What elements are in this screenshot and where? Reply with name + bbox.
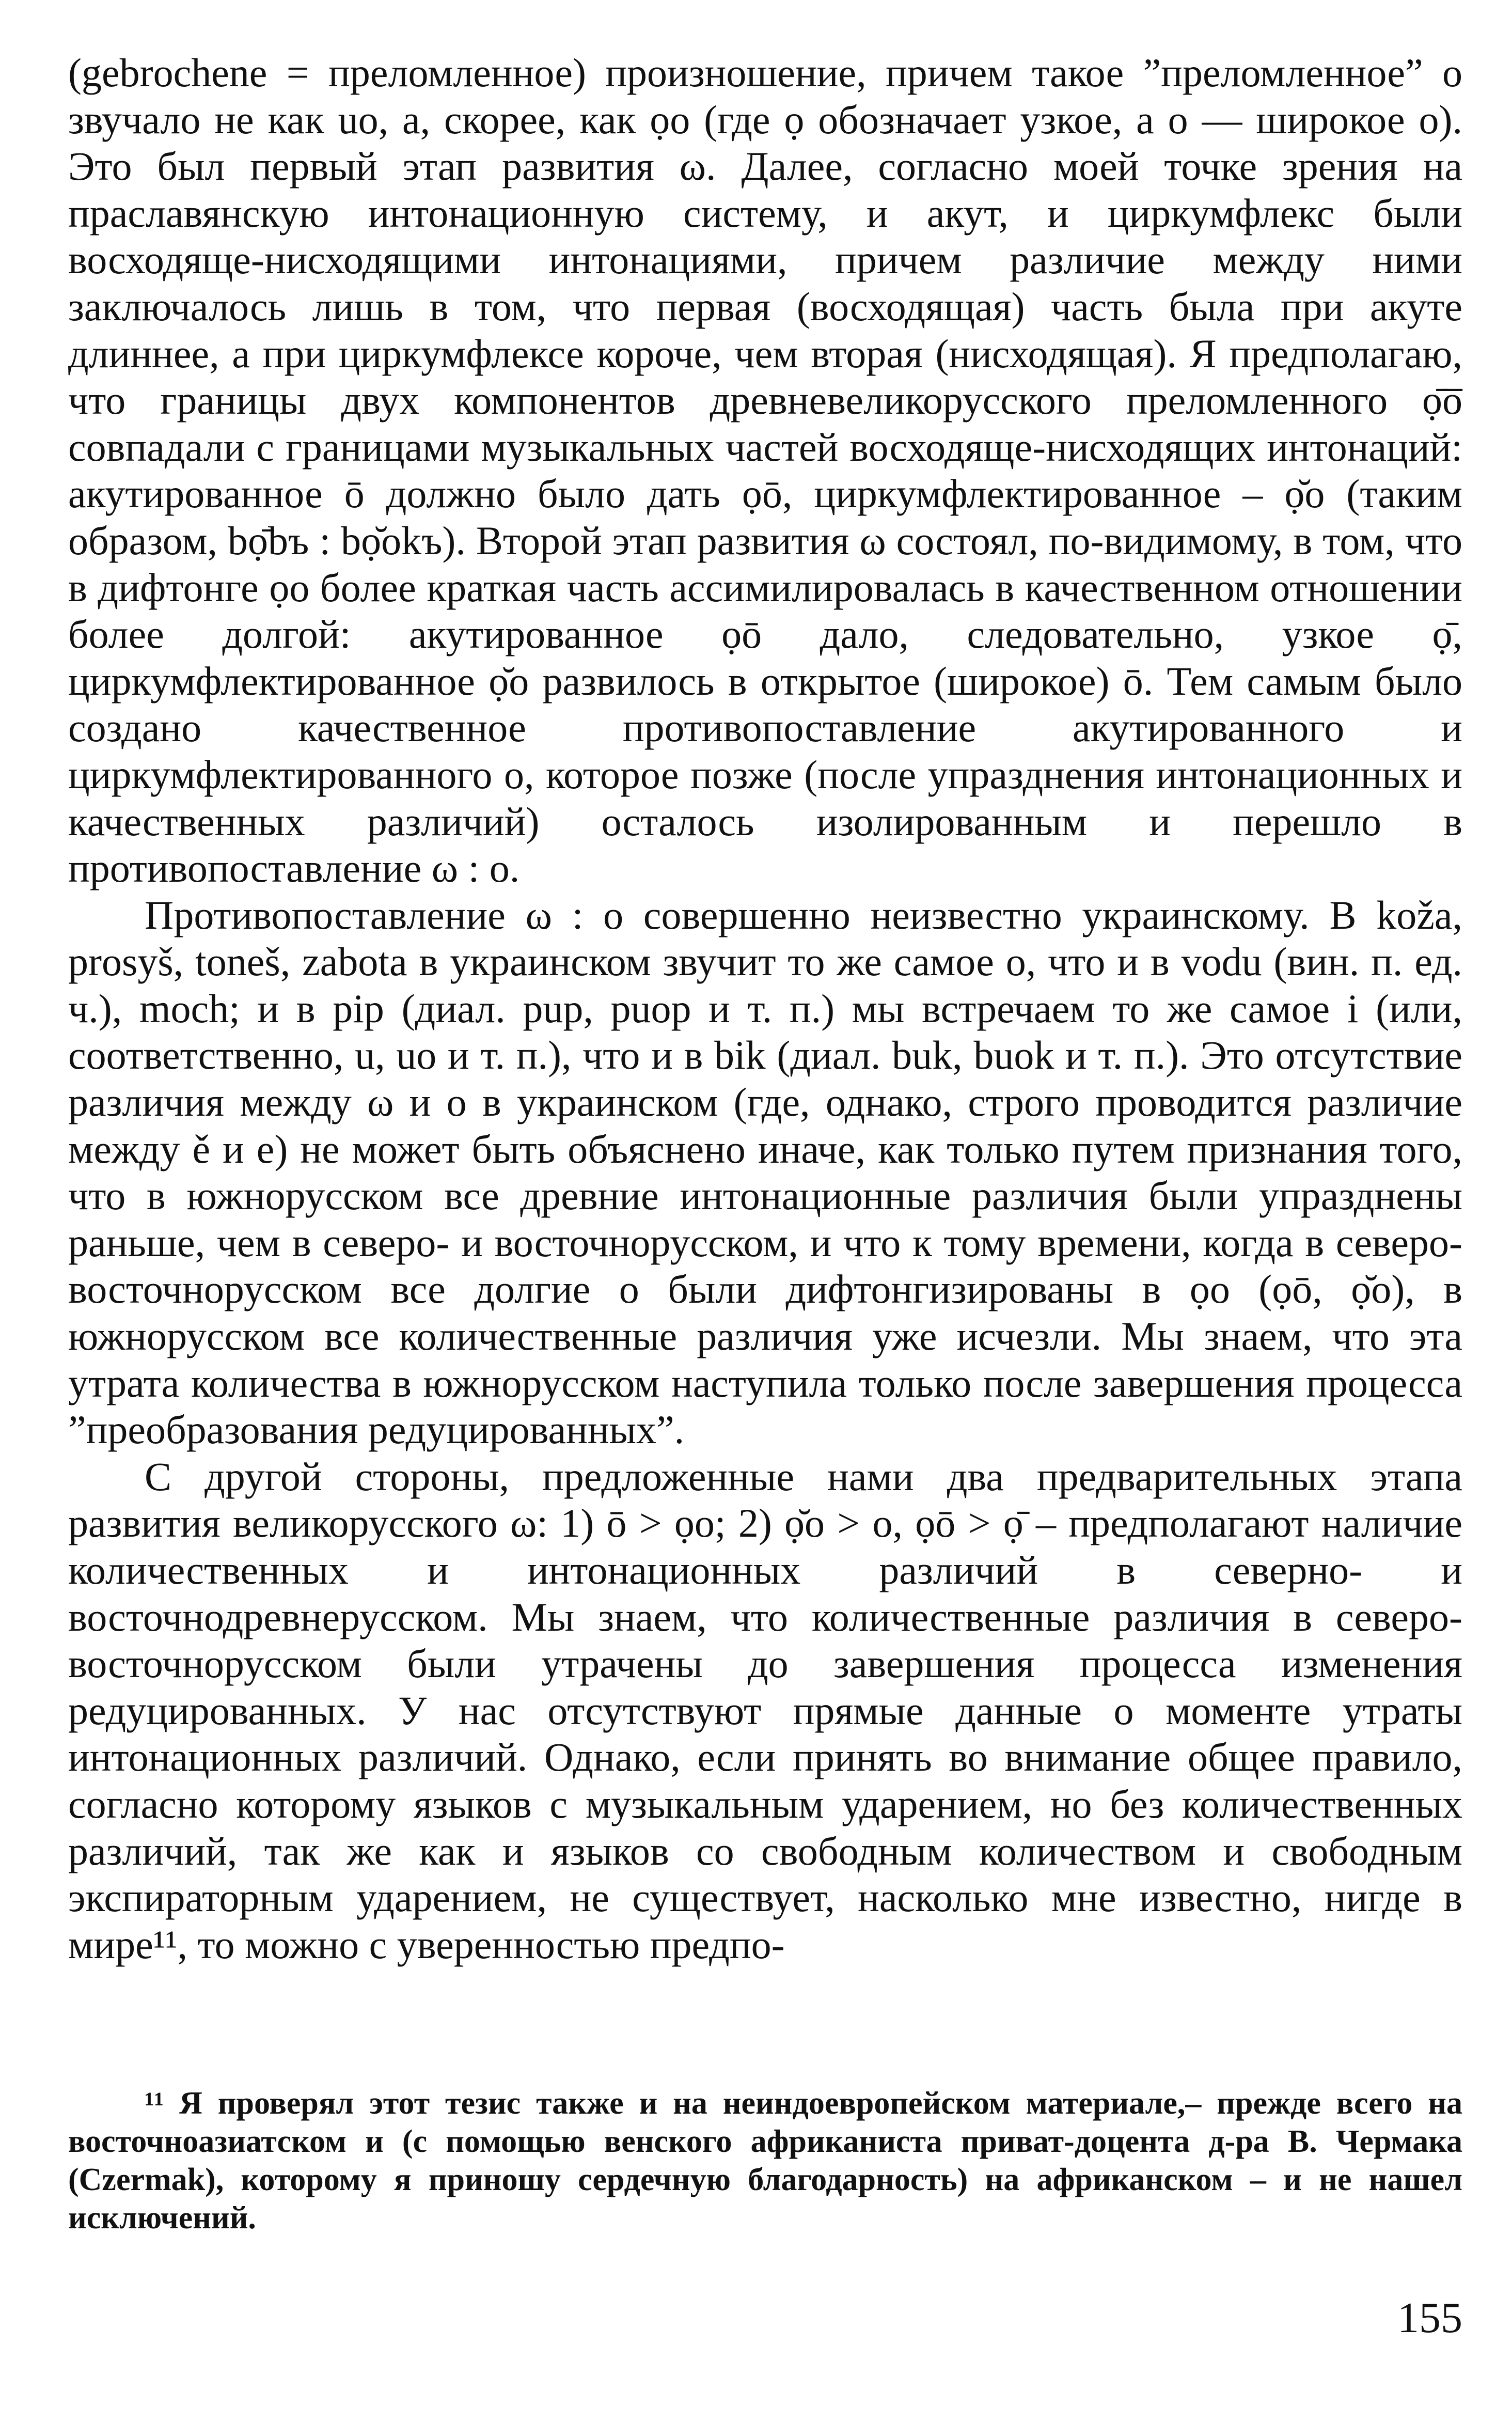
page-number: 155 [1397,2294,1462,2342]
footnote [68,2084,1462,2237]
body-text [68,50,1462,1968]
paragraph-2: Противопоставление ω : о совершенно неизвестно украинскому. В koža, prosyš, toneš, zabota в украинском звучит то же самое о, что и в vodu (вин. п. ед. ч.), moch; и в pip (диал. pup, puop и т. п.) мы встречаем то же самое i (или, соответственно, u, uo и т. п.), что и в bik (диал. buk, buok и т. п.). Это отсутствие различия между ω и о в украинском (где, однако, строго проводится различие между ě и е) не может быть объяснено иначе, как только путем признания того, что в южнорусском все древние интонационные различия были упразднены раньше, чем в северо- и восточнорусском, и что к тому времени, когда в северо-восточнорусском все долгие о были дифтонгизированы в ọo (ọō, ọ̆o), в южнорусском все количественные различия уже исчезли. Мы знаем, что эта утрата количества в южнорусском наступила только после завершения процесса ”преобразования редуцированных”. [68,892,1462,1452]
paragraph-3: С другой стороны, предложенные нами два предварительных этапа развития великорусского ω: 1) ō > ọo; 2) ọ̆o > о, ọō > ọ̄ – предполагают наличие количественных и интонационных различий в северно- и восточнодревнерусском. Мы знаем, что количественные различия в северо-восточнорусском были утрачены до завершения процесса изменения редуцированных. У нас отсутствуют прямые данные о моменте утраты интонационных различий. Однако, если принять во внимание общее правило, согласно которому языков с музыкальным ударением, но без количественных различий, так же как и языков со свободным количеством и свободным экспираторным ударением, не существует, насколько мне известно, нигде в мире¹¹, то можно с уверенностью предпо- [68,1454,1462,1967]
paragraph-1: (gebrochene = преломленное) произношение, причем такое ”преломленное” о звучало не как uo, а, скорее, как ọo (где ọ обозначает узкое, а о — широкое о). Это был первый этап развития ω. Далее, согласно моей точке зрения на праславянскую интонационную систему, и акут, и циркумфлекс были восходяще-нисходящими интонациями, причем различие между ними заключалось лишь в том, что первая (восходящая) часть была при акуте длиннее, а при циркумфлексе короче, чем вторая (нисходящая). Я предполагаю, что границы двух компонентов древневеликорусского преломленного ọ̄o̅ совпадали с границами музыкальных частей восходяще-нисходящих интонаций: акутированное ō должно было дать ọō, циркумфлектированное – ọ̆o (таким образом, bọ̄bъ : bọ̆okъ). Второй этап развития ω состоял, по-видимому, в том, что в дифтонге ọo более краткая часть ассимилировалась в качественном отношении более долгой: акутированное ọō дало, следовательно, узкое ọ̄, циркумфлектированное ọ̆o развилось в открытое (широкое) ō. Тем самым было создано качественное противопоставление акутированного и циркумфлектированного о, которое позже (после упразднения интонационных и качественных различий) осталось изолированным и перешло в противопоставление ω : о. [68,50,1462,891]
footnote-text: ¹¹ Я проверял этот тезис также и на неиндоевропейском материале,– прежде всего на восточноазиатском и (с помощью венского африканиста приват-доцента д-ра В. Чермака (Czermak), которому я приношу сердечную благодарность) на африканском – и не нашел исключений. [68,2086,1462,2236]
